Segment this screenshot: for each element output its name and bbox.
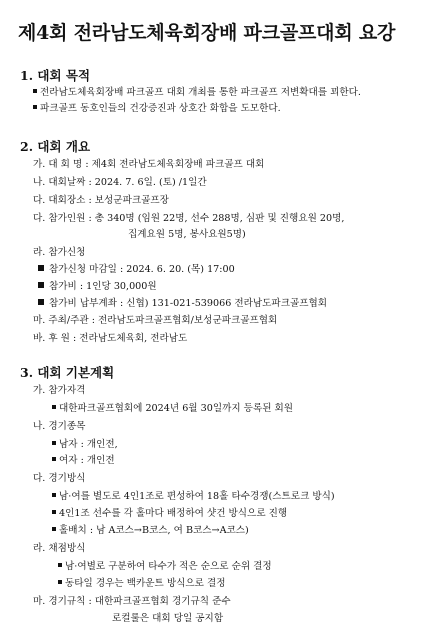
participants-line2: 집계요원 5명, 봉사요원5명) (128, 229, 246, 240)
scoring-item: 남·여별로 구분하여 타수가 적은 순으로 순위 결정 (58, 561, 272, 573)
bullet-square-icon (52, 441, 56, 445)
bullet-square-icon (52, 405, 56, 409)
eligibility-heading: 가. 참가자격 (33, 385, 86, 396)
format-item: 홀배치 : 남 A코스→B코스, 여 B코스→A코스) (52, 525, 249, 537)
rules-line2: 로컬룰은 대회 당일 공지함 (112, 613, 224, 624)
format-heading: 다. 경기방식 (33, 473, 86, 484)
events-item: 남자 : 개인전, (52, 439, 118, 451)
eligibility-item: 대한파크골프협회에 2024년 6월 30일까지 등록된 회원 (52, 403, 293, 415)
bullet-square-icon (33, 105, 37, 109)
bullet-square-icon (38, 299, 44, 305)
format-item: 남·여를 별도로 4인1조로 편성하여 18홀 타수경쟁(스트로크 방식) (52, 491, 335, 503)
scoring-heading: 라. 채점방식 (33, 543, 86, 554)
events-item: 여자 : 개인전 (52, 455, 115, 467)
bullet-square-icon (58, 563, 62, 567)
event-date: 나. 대회날짜 : 2024. 7. 6일. (토) /1일간 (33, 177, 207, 188)
bullet-square-icon (52, 493, 56, 497)
section-3-heading: 3. 대회 기본계획 (20, 365, 115, 380)
bullet-square-icon (38, 282, 44, 288)
bullet-square-icon (58, 580, 62, 584)
participants-line1: 다. 참가인원 : 총 340명 (임원 22명, 선수 288명, 심판 및 진행요원 20명, (33, 213, 345, 224)
bullet-square-icon (38, 265, 44, 271)
application-item: 참가비 : 1인당 30,000원 (38, 281, 157, 293)
sponsor: 바. 후 원 : 전라남도체육회, 전라남도 (33, 333, 188, 344)
format-item: 4인1조 선수를 각 홀마다 배정하여 샷건 방식으로 진행 (52, 508, 287, 520)
events-heading: 나. 경기종목 (33, 421, 86, 432)
purpose-item: 전라남도체육회장배 파크골프 대회 개최를 통한 파크골프 저변확대를 꾀한다. (33, 87, 361, 99)
section-2-heading: 2. 대회 개요 (20, 139, 91, 154)
purpose-item: 파크골프 동호인들의 건강증진과 상호간 화합을 도모한다. (33, 103, 281, 115)
bullet-square-icon (52, 457, 56, 461)
event-venue: 다. 대회장소 : 보성군파크골프장 (33, 195, 169, 206)
application-item: 참가비 납부계좌 : 신협) 131-021-539066 전라남도파크골프협회 (38, 298, 327, 310)
scoring-item: 동타일 경우는 백카운트 방식으로 결정 (58, 578, 225, 590)
page-title: 제4회 전라남도체육회장배 파크골프대회 요강 (18, 22, 396, 44)
application-heading: 라. 참가신청 (33, 247, 86, 258)
bullet-square-icon (33, 89, 37, 93)
host-organizer: 마. 주최/주관 : 전라남도파크골프협회/보성군파크골프협회 (33, 315, 278, 326)
bullet-square-icon (52, 510, 56, 514)
section-1-heading: 1. 대회 목적 (20, 68, 91, 83)
bullet-square-icon (52, 527, 56, 531)
rules-line1: 마. 경기규칙 : 대한파크골프협회 경기규칙 준수 (33, 596, 231, 607)
event-name: 가. 대 회 명 : 제4회 전라남도체육회장배 파크골프 대회 (33, 159, 265, 170)
application-item: 참가신청 마감일 : 2024. 6. 20. (목) 17:00 (38, 264, 235, 276)
